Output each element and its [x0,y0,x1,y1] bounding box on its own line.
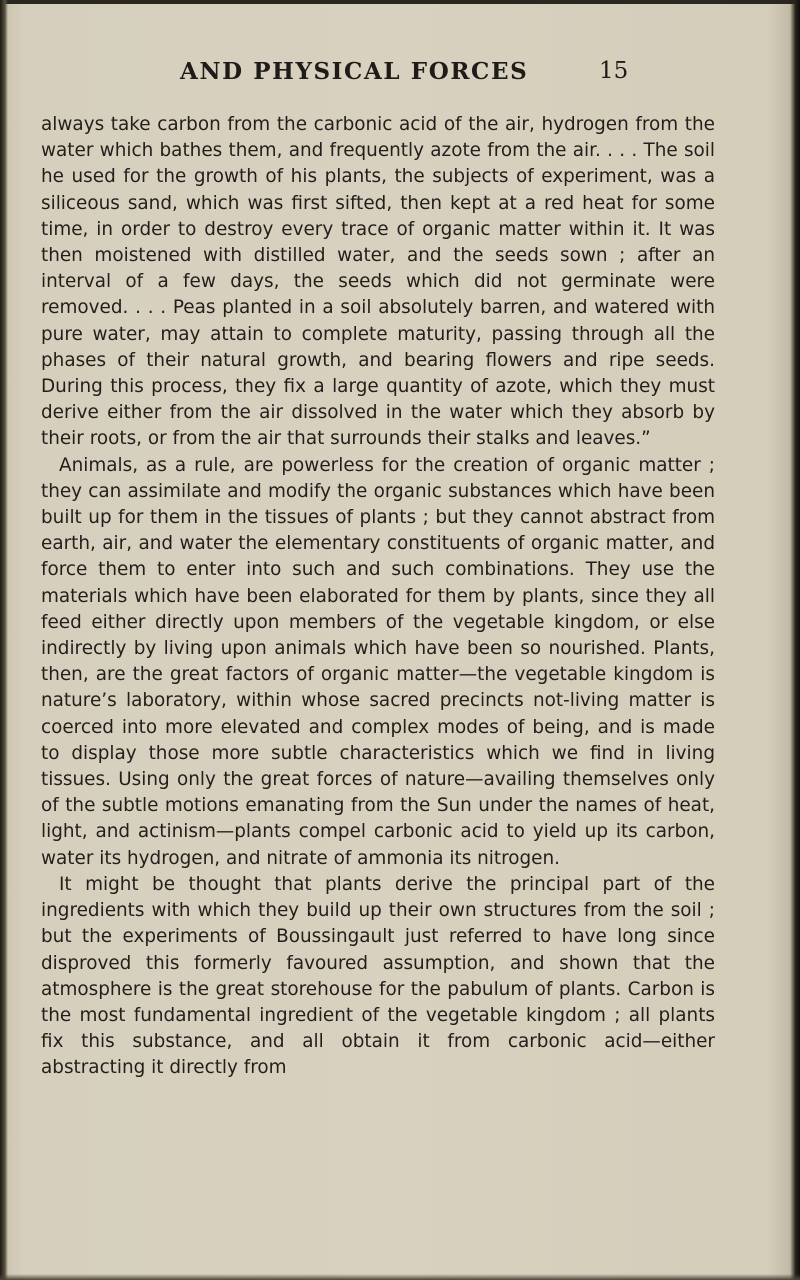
page-right-edge [790,0,800,1280]
page-top-edge [0,0,800,4]
paragraph-2: Animals, as a rule, are powerless for the creation of organic matter ; they can assimilate and modify the organic substances which have been built up for them in the tissues of plants ; but they cannot abstract from earth, air, and water the elementary constituents of organic matter, and force them to enter into such and such combinations. They use the materials which have been elaborated for them by plants, since they all feed either directly upon members of the vegetable kingdom, or else indirectly by living upon animals which have been so nourished. Plants, then, are the great factors of organic matter—the vegetable kingdom is nature’s laboratory, within whose sacred precincts not-living matter is coerced into more elevated and complex modes of being, and is made to display those more subtle characteristics which we find in living tissues. Using only the great forces of nature—availing themselves only of the subtle motions emanating from the Sun under the names of heat, light, and actinism—plants compel carbonic acid to yield up its carbon, water its hydrogen, and nitrate of ammonia its nitrogen. [41,454,715,869]
page-header [0,58,800,94]
paragraph-3: It might be thought that plants derive the principal part of the ingredients with which they build up their own structures from the soil ; but the experiments of Boussingault just referred to have long since disproved this formerly favoured assumption, and shown that the atmosphere is the great storehouse for the pabulum of plants. Carbon is the most fundamental ingredient of the vegetable kingdom ; all plants fix this substance, and all obtain it from carbonic acid—either abstracting it directly from [41,873,715,1079]
paragraph-1: always take carbon from the carbonic acid of the air, hydrogen from the water which bathes them, and frequently azote from the air. . . . The soil he used for the growth of his plants, the subjects of experiment, was a siliceous sand, which was first sifted, then kept at a red heat for some time, in order to destroy every trace of organic matter within it. It was then moistened with distilled water, and the seeds sown ; after an interval of a few days, the seeds which did not germinate were removed. . . . Peas planted in a soil absolutely barren, and watered with pure water, may attain to complete maturity, passing through all the phases of their natural growth, and bearing flowers and ripe seeds. During this process, they fix a large quantity of azote, which they must derive either from the air dissolved in the water which they absorb by their roots, or from the air that surrounds their stalks and leaves.” [41,114,715,450]
page-number: 15 [599,58,629,84]
body-text [41,112,715,1082]
page-bottom-edge [0,1274,800,1280]
spine-shadow [0,0,8,1280]
running-head: AND PHYSICAL FORCES [180,58,529,85]
